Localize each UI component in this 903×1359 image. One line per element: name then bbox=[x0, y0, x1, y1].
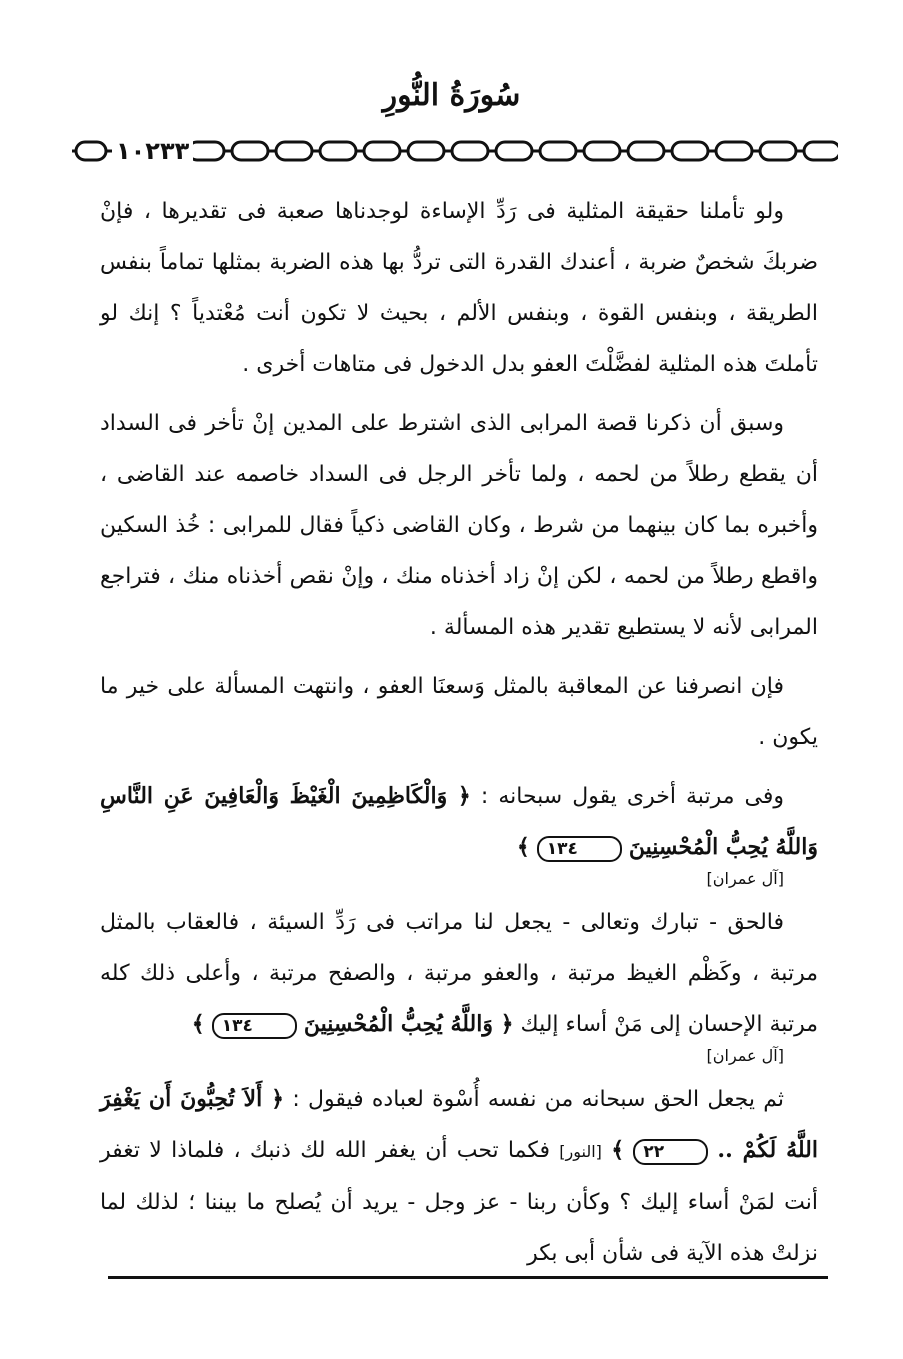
quran-verse: ﴿ وَالْكَاظِمِينَ الْغَيْظَ وَالْعَافِينَ عَنِ النَّاسِ وَاللَّهُ يُحِبُّ الْمُحْسِنِينَ bbox=[100, 783, 818, 860]
footer-rule bbox=[108, 1276, 828, 1279]
verse-number-badge: ١٣٤ bbox=[537, 836, 622, 862]
paragraph-5-text: فالحق - تبارك وتعالى - يجعل لنا مراتب فى رَدِّ السيئة ، فالعقاب بالمثل مرتبة ، وكَظْم الغيظ مرتبة ، والعفو مرتبة ، والصفح مرتبة ، وأعلى ذلك كله مرتبة الإحسان إلى مَنْ أساء إليك bbox=[100, 910, 818, 1037]
surah-reference: [آل عمران] bbox=[706, 869, 784, 888]
paragraph-5 bbox=[100, 897, 818, 1066]
chain-link bbox=[364, 142, 400, 160]
chain-link bbox=[672, 142, 708, 160]
paragraph-3: فإن انصرفنا عن المعاقبة بالمثل وَسعنَا العفو ، وانتهت المسألة على خير ما يكون . bbox=[100, 674, 818, 750]
verse-close-bracket: ﴾ bbox=[191, 1011, 205, 1037]
verse-close-bracket: ﴾ bbox=[611, 1137, 625, 1163]
chain-link bbox=[188, 142, 224, 160]
chain-link bbox=[408, 142, 444, 160]
page-body bbox=[100, 186, 818, 1287]
paragraph-4 bbox=[100, 771, 818, 889]
chain-link bbox=[804, 142, 838, 160]
chain-link bbox=[320, 142, 356, 160]
surah-reference: [النور] bbox=[559, 1142, 602, 1161]
chain-link bbox=[232, 142, 268, 160]
quran-verse: ﴿ وَاللَّهُ يُحِبُّ الْمُحْسِنِينَ bbox=[303, 1011, 514, 1037]
paragraph-6-rest: فكما تحب أن يغفر الله لك ذنبك ، فلماذا لا تغفر أنت لمَنْ أساء إليك ؟ وكأن ربنا - عز وجل - يريد أن يُصلح ما بيننا ؛ لذلك لما نزلتْ هذه الآية فى شأن أبى بكر bbox=[100, 1138, 818, 1266]
chain-link bbox=[496, 142, 532, 160]
chain-link bbox=[716, 142, 752, 160]
paragraph-1: ولو تأملنا حقيقة المثلية فى رَدِّ الإساءة لوجدناها صعبة فى تقديرها ، فإنْ ضربكَ شخصٌ ضربة ، أعندك القدرة التى تردُّ بها هذه الضربة بمثلها تماماً بنفس الطريقة ، وبنفس القوة ، وبنفس الألم ، بحيث لا تكون أنت مُعْتدياً ؟ إنك لو تأملتَ هذه المثلية لفضَّلْتَ العفو بدل الدخول فى متاهات أخرى . bbox=[100, 199, 818, 377]
chain-link bbox=[584, 142, 620, 160]
surah-title: سُورَةُ النُّورِ bbox=[382, 78, 521, 113]
chain-link bbox=[276, 142, 312, 160]
chain-link bbox=[540, 142, 576, 160]
paragraph-4-intro: وفى مرتبة أخرى يقول سبحانه : bbox=[480, 784, 785, 809]
chain-link bbox=[628, 142, 664, 160]
verse-close-bracket: ﴾ bbox=[516, 834, 530, 860]
chain-link bbox=[452, 142, 488, 160]
paragraph-6 bbox=[100, 1074, 818, 1279]
surah-reference: [آل عمران] bbox=[706, 1046, 784, 1065]
verse-number-badge: ١٣٤ bbox=[212, 1013, 297, 1039]
ornamental-rule bbox=[72, 138, 838, 164]
quran-verse: ﴿ أَلاَ تُحِبُّونَ أَن يَغْفِرَ اللَّهُ لَكُمْ .. bbox=[100, 1086, 819, 1163]
chain-link bbox=[76, 142, 106, 160]
verse-number-badge: ٢٢ bbox=[633, 1139, 708, 1165]
page-number: ١٠٢٣٣ bbox=[112, 140, 193, 162]
chain-link bbox=[760, 142, 796, 160]
paragraph-6-intro: ثم يجعل الحق سبحانه من نفسه أُسْوة لعباده فيقول : bbox=[292, 1087, 784, 1112]
paragraph-2: وسبق أن ذكرنا قصة المرابى الذى اشترط على المدين إنْ تأخر فى السداد أن يقطع رطلاً من لحمه ، ولما تأخر الرجل فى السداد خاصمه عند القاضى ، وأخبره بما كان بينهما من شرط ، وكان القاضى ذكياً فقال للمرابى : خُذ السكين واقطع رطلاً من لحمه ، لكن إنْ زاد أخذناه منك ، وإنْ نقص أخذناه منك ، فتراجع المرابى لأنه لا يستطيع تقدير هذه المسألة . bbox=[100, 411, 818, 640]
